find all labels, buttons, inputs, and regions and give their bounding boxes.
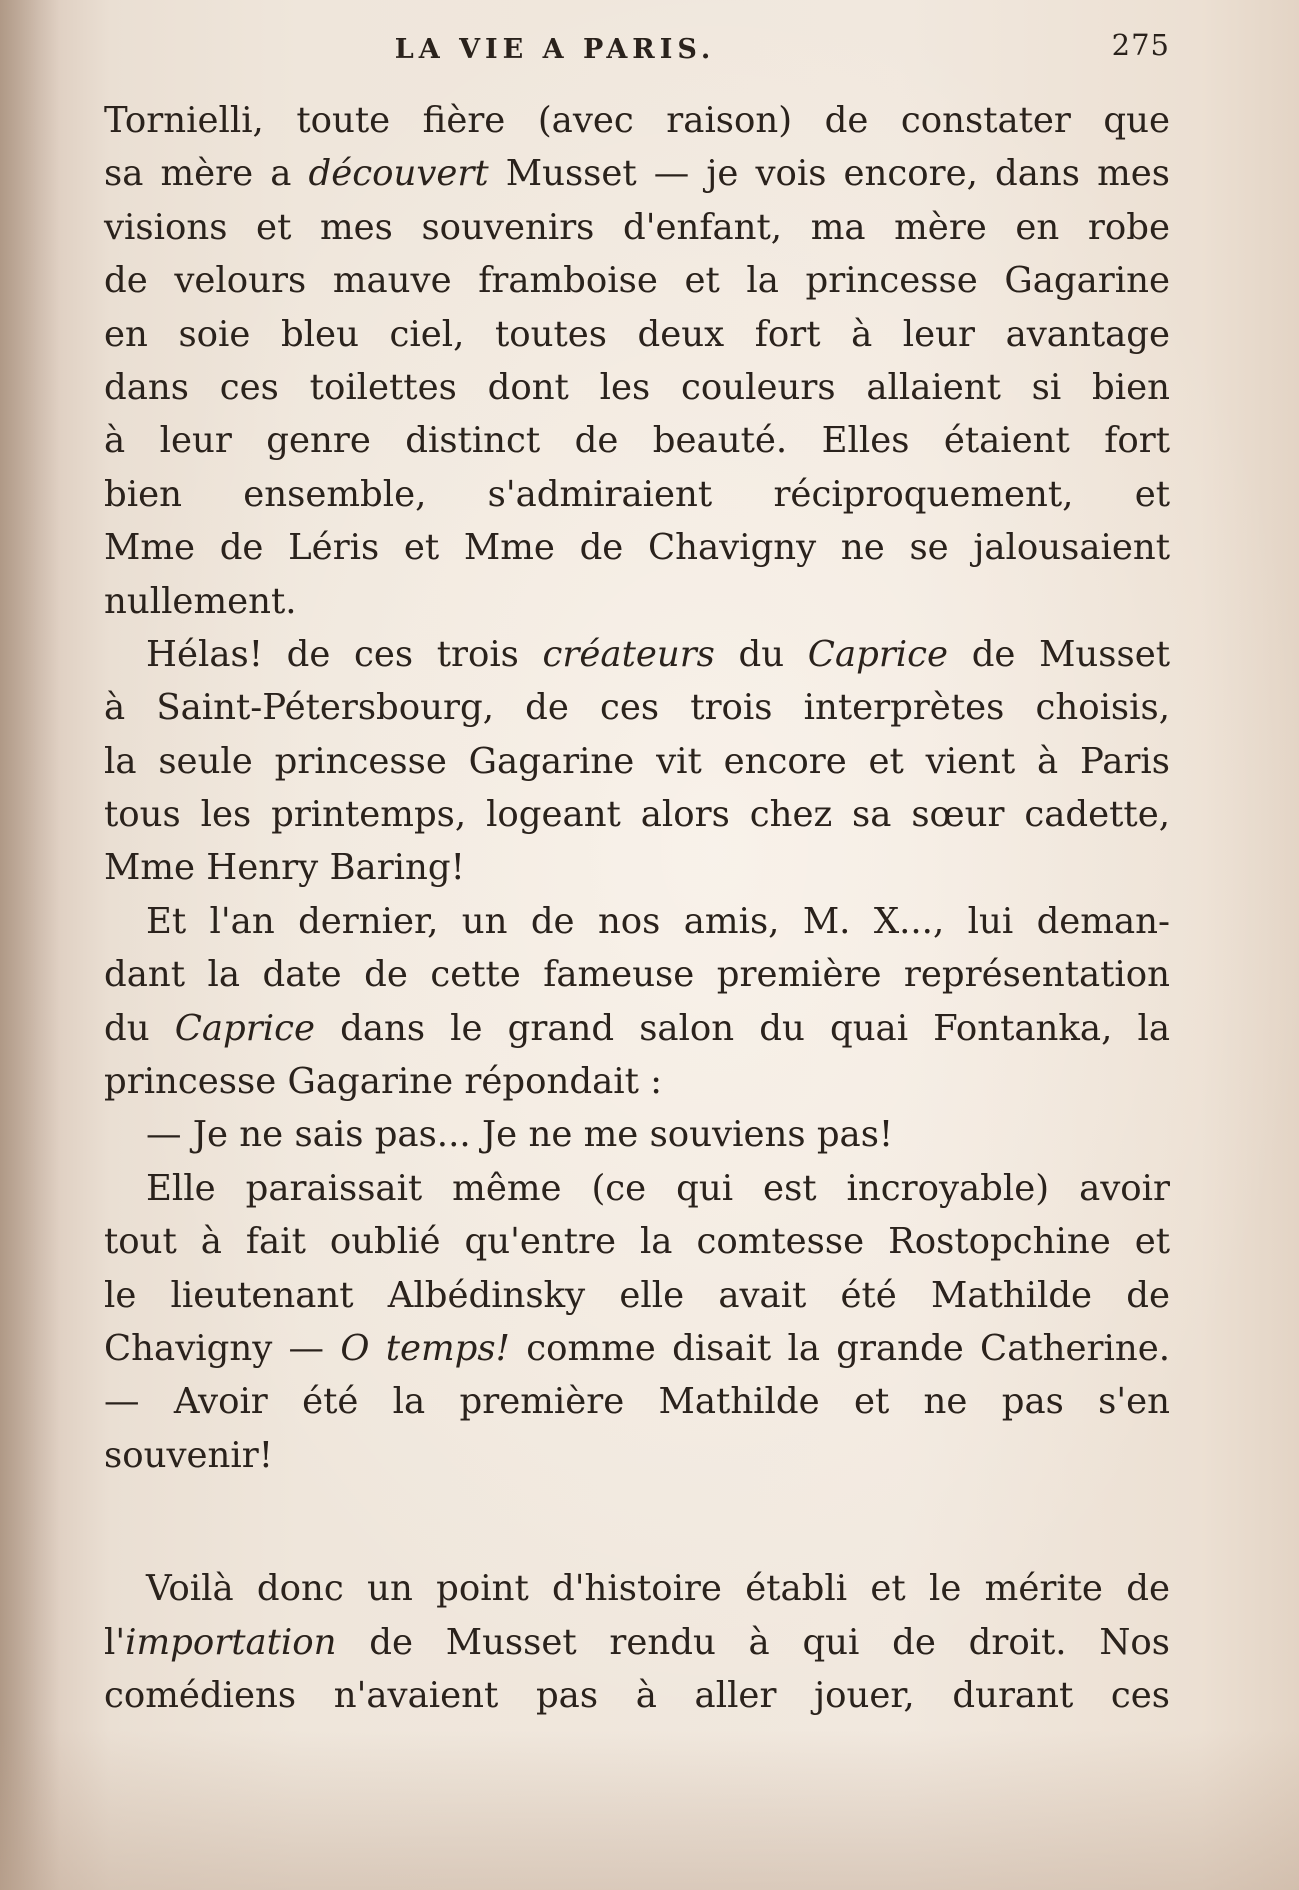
text-line: à Saint-Pétersbourg, de ces trois interprètes choisis,: [104, 687, 1170, 729]
body-text: [104, 94, 1170, 1722]
text-line: bien ensemble, s'admiraient réciproquement, et: [104, 473, 1170, 515]
running-head: [100, 28, 1170, 68]
text-line: — Avoir été la première Mathilde et ne pas s'en: [104, 1381, 1170, 1423]
italic-term: importation: [125, 1621, 337, 1663]
text-line: de velours mauve framboise et la princesse Gagarine: [104, 260, 1170, 302]
italic-term: découvert: [308, 153, 489, 195]
text-line: dans ces toilettes dont les couleurs allaient si bien: [104, 366, 1170, 408]
text-line: tout à fait oublié qu'entre la comtesse Rostopchine et: [104, 1221, 1170, 1263]
text-line: du Caprice dans le grand salon du quai Fontanka, la: [104, 1007, 1170, 1049]
text-line: l'importation de Musset rendu à qui de droit. Nos: [104, 1621, 1170, 1663]
section-gap: [104, 1482, 1170, 1562]
text-line: à leur genre distinct de beauté. Elles étaient fort: [104, 420, 1170, 462]
text-line: sa mère a découvert Musset — je vois encore, dans mes: [104, 153, 1170, 195]
text-line: souvenir!: [104, 1434, 273, 1476]
italic-title: Caprice: [174, 1007, 315, 1049]
italic-term: créateurs: [542, 633, 715, 675]
text-line: Mme Henry Baring!: [104, 847, 465, 889]
text-line: nullement.: [104, 580, 297, 622]
text-line: Mme de Léris et Mme de Chavigny ne se jalousaient: [104, 527, 1170, 569]
text-line: le lieutenant Albédinsky elle avait été Mathilde de: [104, 1274, 1170, 1316]
text-line: Hélas! de ces trois créateurs du Caprice de Musset: [146, 633, 1170, 675]
text-line: visions et mes souvenirs d'enfant, ma mère en robe: [104, 206, 1170, 248]
text-line: Tornielli, toute fière (avec raison) de constater que: [104, 100, 1170, 141]
text-line: en soie bleu ciel, toutes deux fort à leur avantage: [104, 313, 1170, 355]
text-line: tous les printemps, logeant alors chez sa sœur cadette,: [104, 794, 1170, 836]
text-line: la seule princesse Gagarine vit encore et vient à Paris: [104, 740, 1170, 782]
text-line: Elle paraissait même (ce qui est incroyable) avoir: [146, 1167, 1170, 1209]
running-head-title: LA VIE A PARIS.: [394, 34, 716, 65]
page-number: 275: [1111, 28, 1170, 62]
text-line: dant la date de cette fameuse première représentation: [104, 954, 1170, 996]
italic-title: Caprice: [807, 633, 949, 675]
dialogue-line: — Je ne sais pas... Je ne me souviens pas!: [146, 1114, 894, 1156]
italic-exclamation: O temps!: [340, 1327, 510, 1369]
text-line: comédiens n'avaient pas à aller jouer, durant ces: [104, 1674, 1170, 1716]
text-line: Et l'an dernier, un de nos amis, M. X..., lui deman-: [146, 900, 1170, 942]
text-line: Voilà donc un point d'histoire établi et le mérite de: [146, 1568, 1170, 1610]
text-line: Chavigny — O temps! comme disait la grande Catherine.: [104, 1327, 1170, 1369]
text-line: princesse Gagarine répondait :: [104, 1061, 663, 1103]
